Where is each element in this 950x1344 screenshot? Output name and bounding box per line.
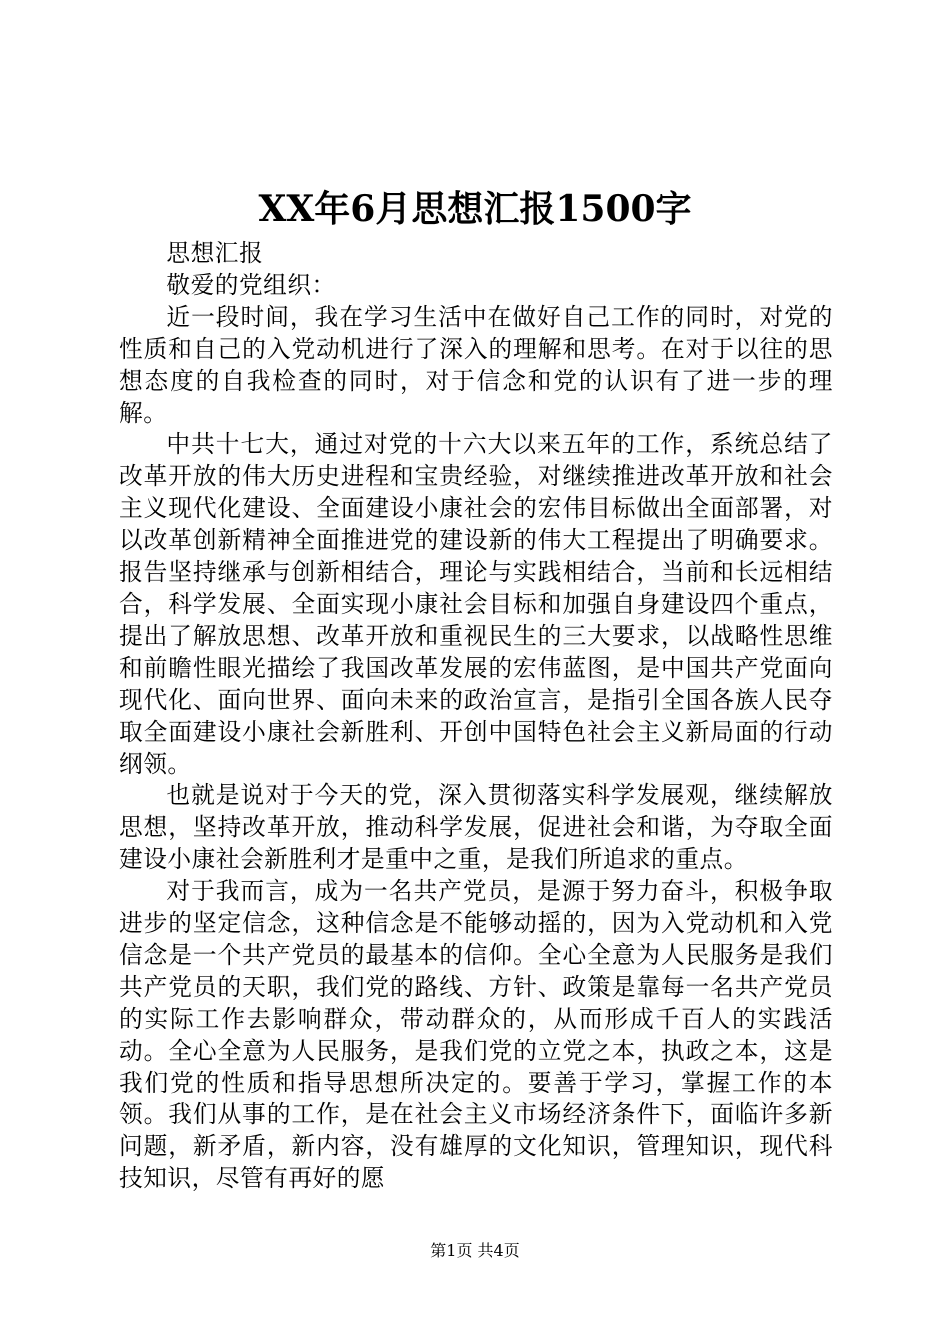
paragraph-1: 近一段时间，我在学习生活中在做好自己工作的同时，对党的性质和自己的入党动机进行了深入的理解和思考。在对于以往的思想态度的自我检查的同时，对于信念和党的认识有了进一步的理解。: [119, 302, 833, 427]
page-footer: [0, 1240, 950, 1262]
page-indicator: 第1页 共4页: [430, 1241, 520, 1260]
paragraph-2: 中共十七大，通过对党的十六大以来五年的工作，系统总结了改革开放的伟大历史进程和宝贵经验，对继续推进改革开放和社会主义现代化建设、全面建设小康社会的宏伟目标做出全面部署，对以改革创新精神全面推进党的建设新的伟大工程提出了明确要求。报告坚持继承与创新相结合，理论与实践相结合，当前和长远相结合，科学发展、全面实现小康社会目标和加强自身建设四个重点，提出了解放思想、改革开放和重视民生的三大要求，以战略性思维和前瞻性眼光描绘了我国改革发展的宏伟蓝图，是中国共产党面向现代化、面向世界、面向未来的政治宣言，是指引全国各族人民夺取全面建设小康社会新胜利、开创中国特色社会主义新局面的行动纲领。: [119, 430, 833, 778]
document-title: XX年6月思想汇报1500字: [258, 188, 692, 230]
paragraph-3: 也就是说对于今天的党，深入贯彻落实科学发展观，继续解放思想，坚持改革开放，推动科学发展，促进社会和谐，为夺取全面建设小康社会新胜利才是重中之重，是我们所追求的重点。: [119, 781, 833, 874]
paragraph-4: 对于我而言，成为一名共产党员，是源于努力奋斗，积极争取进步的坚定信念，这种信念是不能够动摇的，因为入党动机和入党信念是一个共产党员的最基本的信仰。全心全意为人民服务是我们共产党员的天职，我们党的路线、方针、政策是靠每一名共产党员的实际工作去影响群众，带动群众的，从而形成千百人的实践活动。全心全意为人民服务，是我们党的立党之本，执政之本，这是我们党的性质和指导思想所决定的。要善于学习，掌握工作的本领。我们从事的工作，是在社会主义市场经济条件下，面临许多新问题，新矛盾，新内容，没有雄厚的文化知识，管理知识，现代科技知识，尽管有再好的愿: [119, 877, 833, 1193]
salutation: 敬爱的党组织：: [166, 270, 336, 299]
document-body: [119, 238, 833, 1195]
document-heading: 思想汇报: [166, 239, 264, 267]
